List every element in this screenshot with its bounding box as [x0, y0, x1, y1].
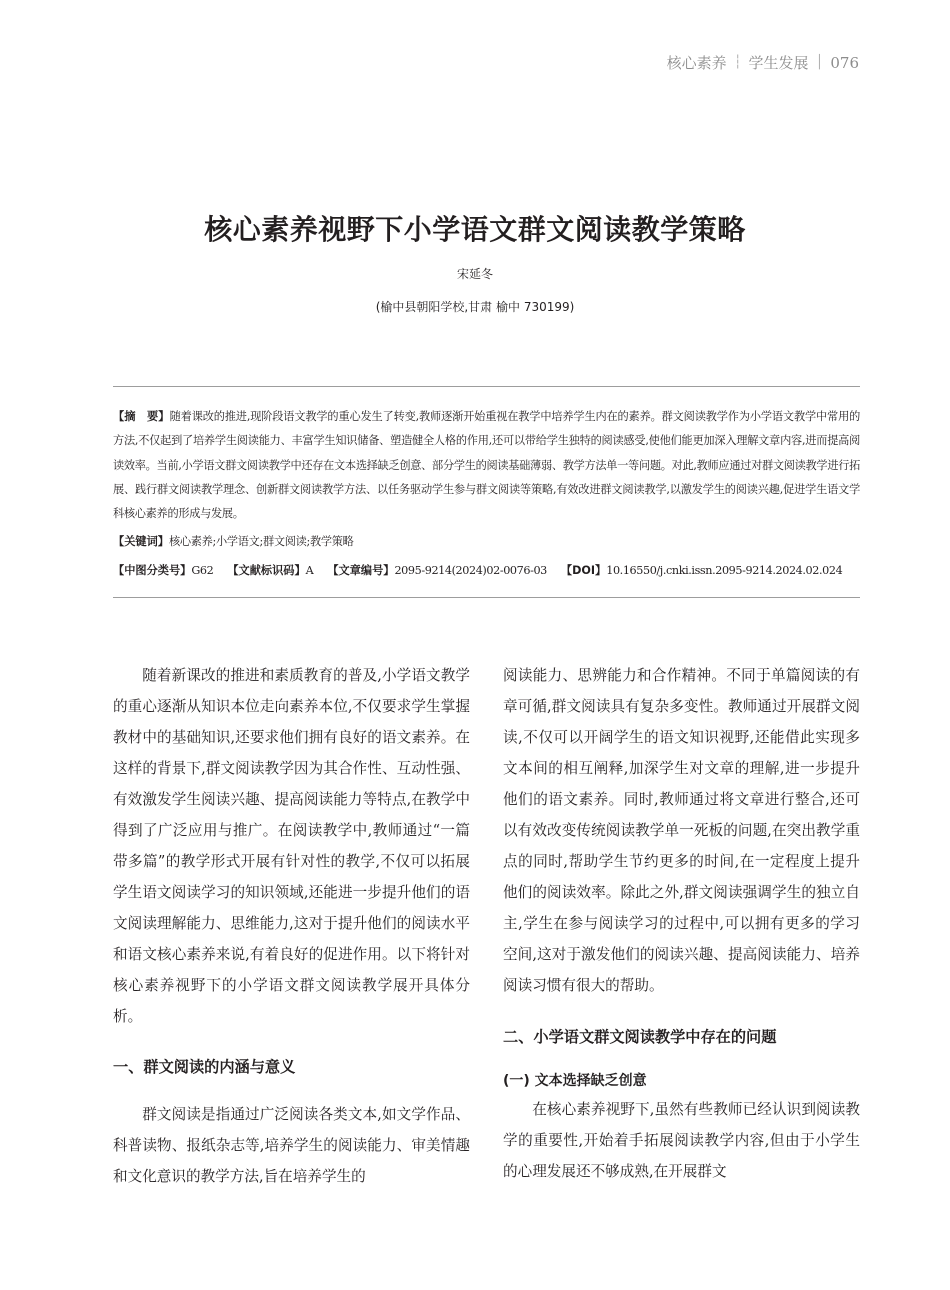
abstract-text: 随着课改的推进,现阶段语文教学的重心发生了转变,教师逐渐开始重视在教学中培养学生内在的素养。群文阅读教学作为小学语文教学中常用的方法,不仅起到了培养学生阅读能力、丰富学生知识储备、塑造健全人格的作用,还可以带给学生独特的阅读感受,使他们能更加深入理解文章内容,进而提高阅读效率。当前,小学语文群文阅读教学中还存在文本选择缺乏创意、部分学生的阅读基础薄弱、教学方法单一等问题。对此,教师应通过对群文阅读教学进行拓展、践行群文阅读教学理念、创新群文阅读教学方法、以任务驱动学生参与群文阅读等策略,有效改进群文阅读教学,以激发学生的阅读兴趣,促进学生语文学科核心素养的形成与发展。 [113, 410, 860, 521]
keywords-text: 核心素养;小学语文;群文阅读;教学策略 [168, 535, 354, 549]
doc-code-value: A [305, 563, 314, 577]
bottom-rule [113, 597, 860, 598]
doi-label: 【DOI】 [560, 563, 607, 577]
section-heading-2: 二、小学语文群文阅读教学中存在的问题 [503, 1028, 777, 1046]
section1-paragraph-part1: 群文阅读是指通过广泛阅读各类文本,如文学作品、科普读物、报纸杂志等,培养学生的阅读能力、审美情趣和文化意识的教学方法,旨在培养学生的 [113, 1106, 470, 1185]
author-affiliation: (榆中县朝阳学校,甘肃 榆中 730199) [375, 300, 575, 314]
top-rule [113, 386, 860, 387]
body-column-right [503, 660, 860, 1187]
keywords-label: 【关键词】 [113, 535, 169, 549]
intro-paragraph: 随着新课改的推进和素质教育的普及,小学语文教学的重心逐渐从知识本位走向素养本位,不仅要求学生掌握教材中的基础知识,还要求他们拥有良好的语文素养。在这样的背景下,群文阅读教学因为其合作性、互动性强、有效激发学生阅读兴趣、提高阅读能力等特点,在教学中得到了广泛应用与推广。在阅读教学中,教师通过“一篇带多篇”的教学形式开展有针对性的教学,不仅可以拓展学生语文阅读学习的知识领域,还能进一步提升他们的语文阅读理解能力、思维能力,这对于提升他们的阅读水平和语文核心素养来说,有着良好的促进作用。以下将针对核心素养视野下的小学语文群文阅读教学展开具体分析。 [113, 667, 470, 1025]
clc-value: G62 [191, 563, 214, 577]
body-column-left [113, 660, 470, 1192]
subsection1-paragraph: 在核心素养视野下,虽然有些教师已经认识到阅读教学的重要性,开始着手拓展阅读教学内容,但由于小学生的心理发展还不够成熟,在开展群文 [503, 1101, 860, 1180]
section-heading-1: 一、群文阅读的内涵与意义 [113, 1058, 296, 1076]
abstract-label: 【摘 要】 [113, 410, 170, 423]
running-head-divider: ┆ [733, 55, 742, 70]
author-name: 宋延冬 [456, 267, 493, 281]
section1-paragraph-part2: 阅读能力、思辨能力和合作精神。不同于单篇阅读的有章可循,群文阅读具有复杂多变性。教师通过开展群文阅读,不仅可以开阔学生的语文知识视野,还能借此实现多文本间的相互阐释,加深学生对文章的理解,进一步提升他们的语文素养。同时,教师通过将文章进行整合,还可以有效改变传统阅读教学单一死板的问题,在突出教学重点的同时,帮助学生节约更多的时间,在一定程度上提升他们的阅读效率。除此之外,群文阅读强调学生的独立自主,学生在参与阅读学习的过程中,可以拥有更多的学习空间,这对于激发他们的阅读兴趣、提高阅读能力、培养阅读习惯有很大的帮助。 [503, 667, 860, 994]
running-head [667, 52, 859, 73]
abstract [113, 405, 860, 526]
keywords [113, 530, 860, 554]
running-head-divider: │ [815, 55, 824, 70]
subsection-heading-1: (一) 文本选择缺乏创意 [503, 1073, 647, 1089]
page-number: 076 [830, 53, 859, 72]
clc-label: 【中图分类号】 [113, 563, 192, 577]
abstract-block [113, 405, 860, 583]
doi-value: 10.16550/j.cnki.issn.2095-9214.2024.02.024 [606, 563, 843, 577]
article-no-value: 2095-9214(2024)02-0076-03 [394, 563, 547, 577]
doc-code-label: 【文献标识码】 [227, 563, 306, 577]
running-head-subsection: 学生发展 [748, 54, 809, 72]
running-head-section: 核心素养 [666, 54, 727, 72]
article-no-label: 【文章编号】 [327, 563, 395, 577]
classification-line [113, 559, 860, 583]
paper-title: 核心素养视野下小学语文群文阅读教学策略 [204, 213, 746, 246]
